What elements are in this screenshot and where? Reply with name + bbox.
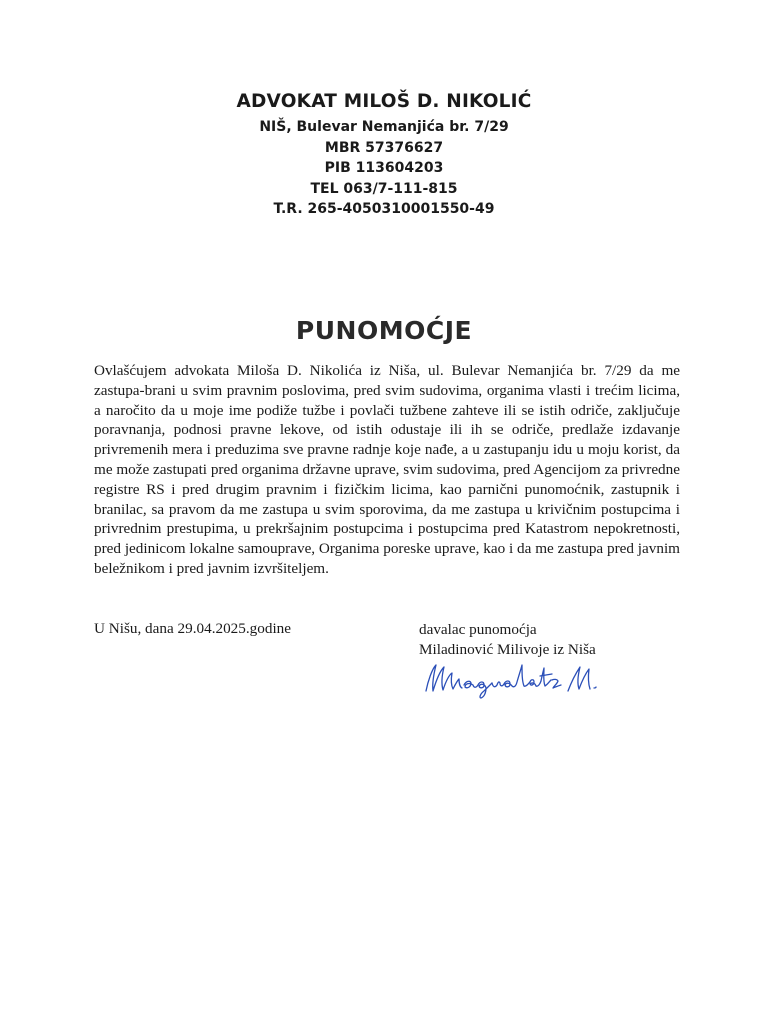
grantor-name: Miladinović Milivoje iz Niša xyxy=(419,641,596,658)
lawyer-name: ADVOKAT MILOŠ D. NIKOLIĆ xyxy=(236,91,532,112)
power-of-attorney-text: Ovlašćujem advokata Miloša D. Nikolića iz Niša, ul. Bulevar Nemanjića br. 7/29 da me zastupa-brani u svim pravnim poslovima, pred svim sudovima, organima vlasti i trećim licima, a naročito da u moje ime podiže tužbe i povlači tužbene zahteve ili se istih odriče, zaključuje poravnanja, podnosi pravne lekove, od istih odustaje ili ih se odriče, predlaže izdavanje privremenih mera i preduzima sve pravne radnje koje nađe, a u zastupanju idu u moju korist, da me može zastupati pred organima državne uprave, svim sudovima, pred Agencijom za privredne registre RS i pred drugim pravnim i fizičkim licima, kao parnični punomoćnik, zastupnik i branilac, sa pravom da me zastupa u svim sporovima, da me zastupa u krivičnim postupcima i privrednim prestupima, u prekršajnim postupcima i postupcima pred Katastrom nepokretnosti, pred jedinicom lokalne samouprave, Organima poreske uprave, kao i da me zastupa pred javnim beležnikom i pred javnim izvršiteljem. xyxy=(94,362,680,577)
document-title: PUNOMOĆJE xyxy=(295,316,473,345)
grantor-label: davalac punomoćja xyxy=(419,621,537,638)
lawyer-bank-account: T.R. 265-4050310001550-49 xyxy=(273,201,495,217)
signature-drawing xyxy=(418,655,618,700)
lawyer-mbr: MBR 57376627 xyxy=(324,139,444,156)
lawyer-phone: TEL 063/7-111-815 xyxy=(310,180,458,197)
letterhead xyxy=(0,90,768,220)
lawyer-address: NIŠ, Bulevar Nemanjića br. 7/29 xyxy=(259,119,509,135)
grantor-block xyxy=(419,620,596,660)
lawyer-pib: PIB 113604203 xyxy=(324,160,444,176)
place-and-date: U Nišu, dana 29.04.2025.godine xyxy=(94,620,291,637)
handwritten-signature xyxy=(418,655,618,700)
